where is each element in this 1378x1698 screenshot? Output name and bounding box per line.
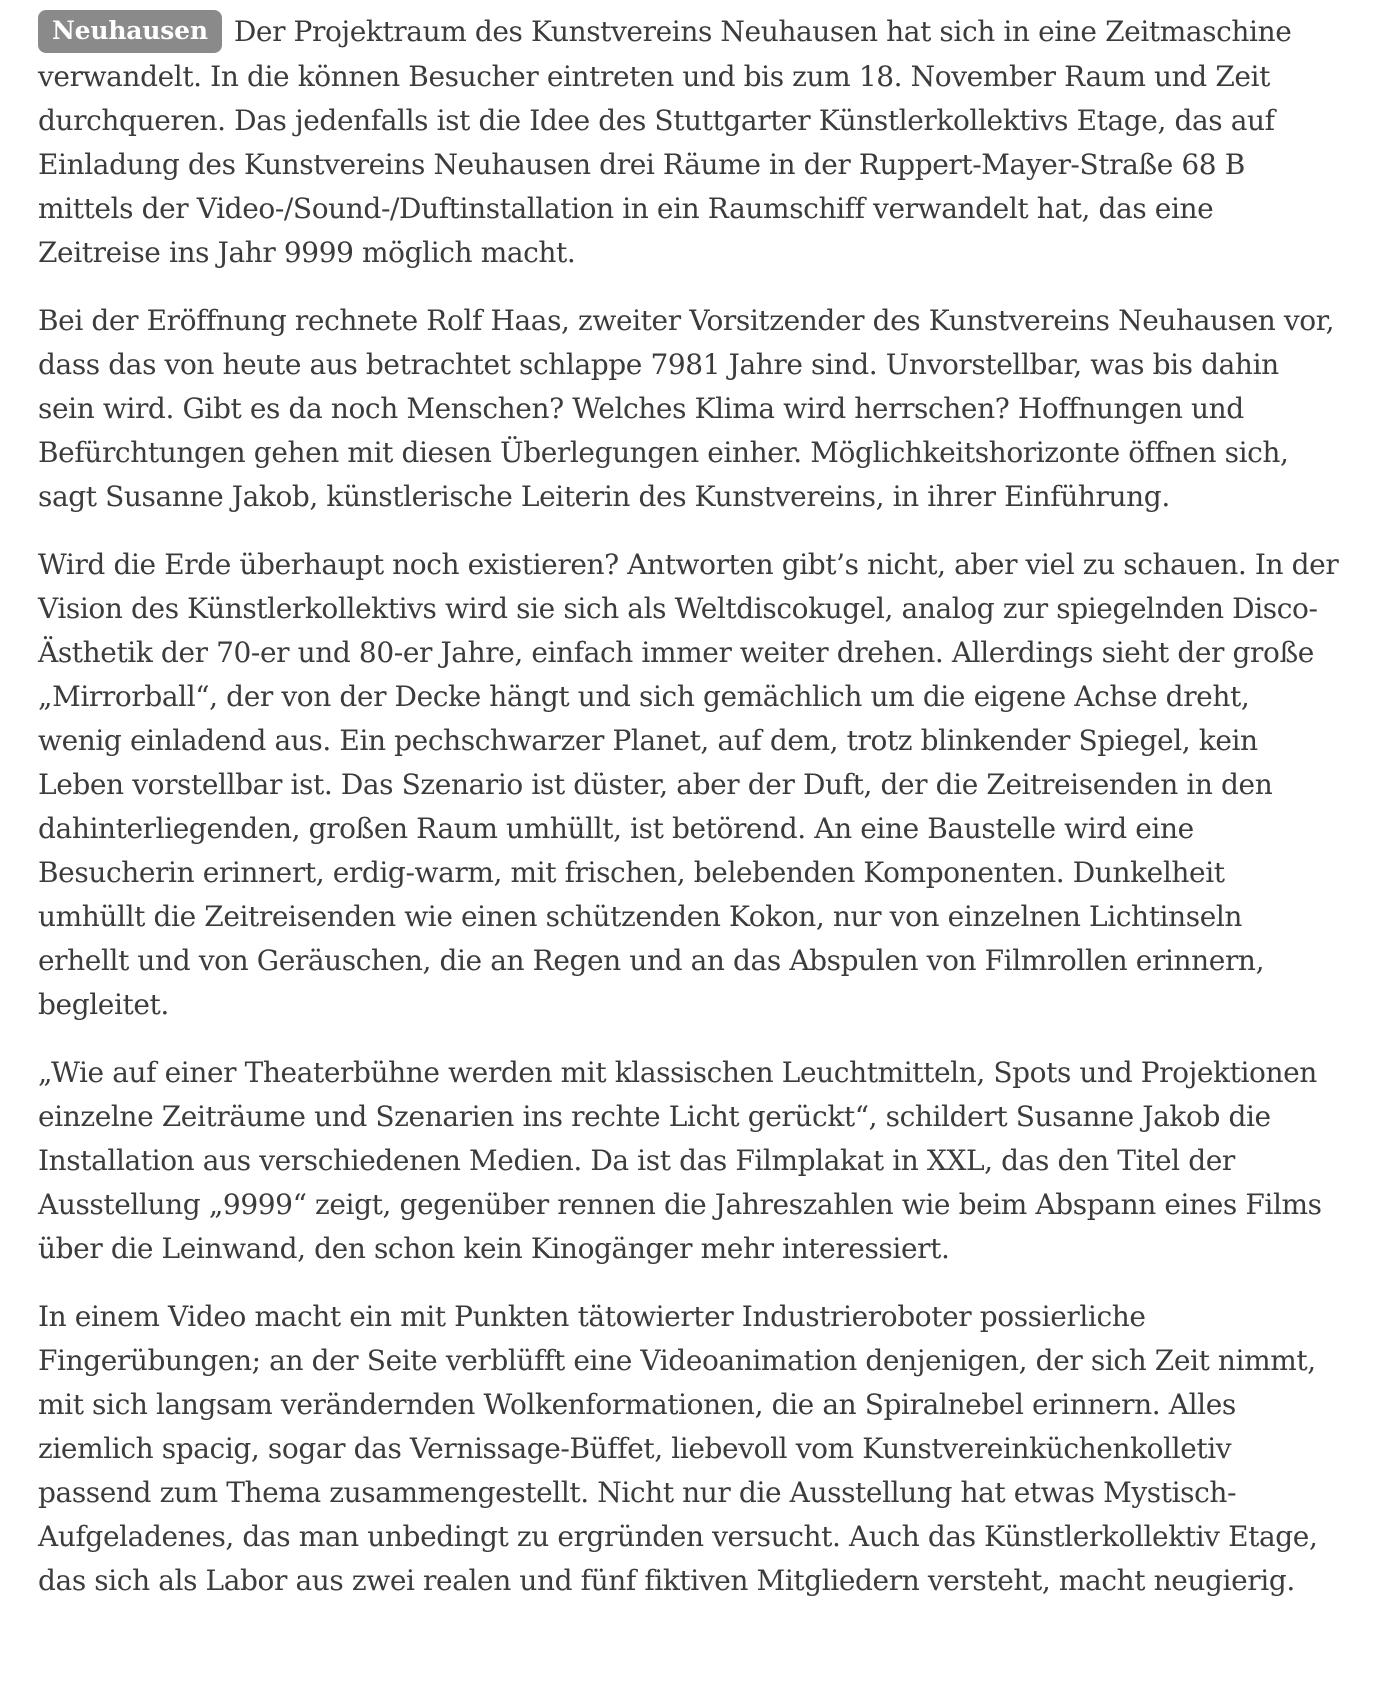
article-paragraph: In einem Video macht ein mit Punkten tätowierter Industrieroboter possierliche Fingerübungen; an der Seite verblüfft eine Videoanimation denjenigen, der sich Zeit nimmt, mit sich langsam verändernden Wolkenformationen, die an Spiralnebel erinnern. Alles ziemlich spacig, sogar das Vernissage-Büffet, liebevoll vom Kunstvereinküchenkolletiv passend zum Thema zusammengestellt. Nicht nur die Ausstellung hat etwas Mystisch-Aufgeladenes, das man unbedingt zu ergründen versucht. Auch das Künstlerkollektiv Etage, das sich als Labor aus zwei realen und fünf fiktiven Mitgliedern versteht, macht neugierig. — [38, 1300, 1318, 1597]
article-paragraph: Wird die Erde überhaupt noch existieren? Antworten gibt’s nicht, aber viel zu schauen. In der Vision des Künstlerkollektivs wird sie sich als Weltdiscokugel, analog zur spiegelnden Disco-Ästhetik der 70-er und 80-er Jahre, einfach immer weiter drehen. Allerdings sieht der große „Mirrorball“, der von der Decke hängt und sich gemächlich um die eigene Achse dreht, wenig einladend aus. Ein pechschwarzer Planet, auf dem, trotz blinkender Spiegel, kein Leben vorstellbar ist. Das Szenario ist düster, aber der Duft, der die Zeitreisenden in den dahinterliegenden, großen Raum umhüllt, ist betörend. An eine Baustelle wird eine Besucherin erinnert, erdig-warm, mit frischen, belebenden Komponenten. Dunkelheit umhüllt die Zeitreisenden wie einen schützenden Kokon, nur von einzelnen Lichtinseln erhellt und von Geräuschen, die an Regen und an das Abspulen von Filmrollen erinnern, begleitet. — [38, 548, 1339, 1021]
paragraph-text: Der Projektraum des Kunstvereins Neuhausen hat sich in eine Zeitmaschine verwandelt. In die können Besucher eintreten und bis zum 18. November Raum und Zeit durchqueren. Das jedenfalls ist die Idee des Stuttgarter Künstlerkollektivs Etage, das auf Einladung des Kunstvereins Neuhausen drei Räume in der Ruppert-Mayer-Straße 68 B mittels der Video-/Sound-/Duftinstallation in ein Raumschiff verwandelt hat, das eine Zeitreise ins Jahr 9999 möglich macht. — [38, 15, 1292, 269]
article-paragraph — [38, 10, 1340, 275]
article-paragraph: „Wie auf einer Theaterbühne werden mit klassischen Leuchtmitteln, Spots und Projektionen einzelne Zeiträume und Szenarien ins rechte Licht gerückt“, schildert Susanne Jakob die Installation aus verschiedenen Medien. Da ist das Filmplakat in XXL, das den Titel der Ausstellung „9999“ zeigt, gegenüber rennen die Jahreszahlen wie beim Abspann eines Films über die Leinwand, den schon kein Kinogänger mehr interessiert. — [38, 1056, 1322, 1265]
location-badge: Neuhausen — [38, 10, 222, 53]
article-paragraph: Bei der Eröffnung rechnete Rolf Haas, zweiter Vorsitzender des Kunstvereins Neuhausen vor, dass das von heute aus betrachtet schlappe 7981 Jahre sind. Unvorstellbar, was bis dahin sein wird. Gibt es da noch Menschen? Welches Klima wird herrschen? Hoffnungen und Befürchtungen gehen mit diesen Überlegungen einher. Möglichkeitshorizonte öffnen sich, sagt Susanne Jakob, künstlerische Leiterin des Kunstvereins, in ihrer Einführung. — [38, 304, 1335, 513]
